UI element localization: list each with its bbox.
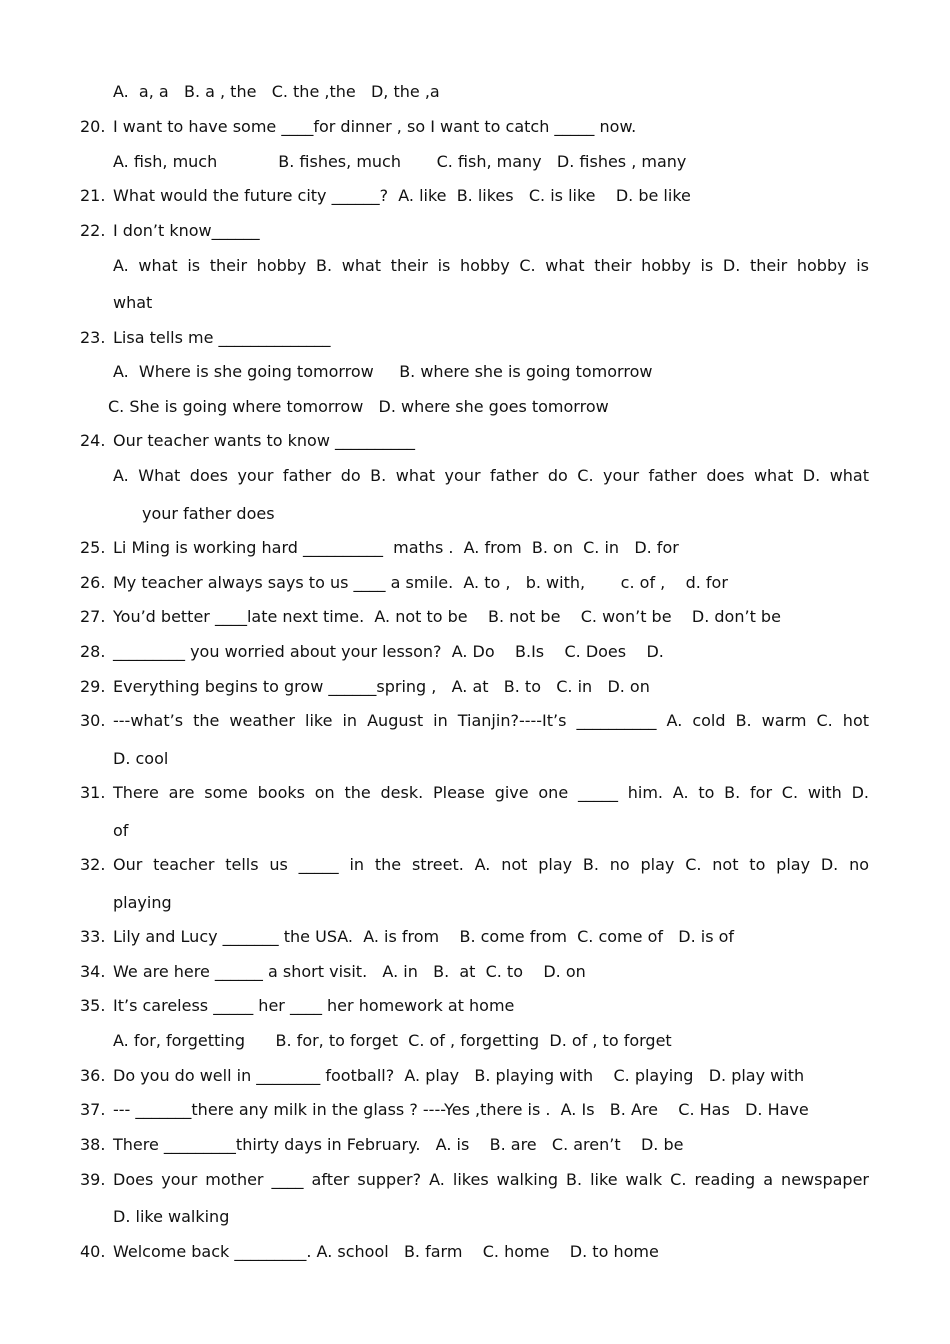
q37-text: --- _______there any milk in the glass ? ----Yes ,there is . A. Is B. Are C. Has D. Have bbox=[113, 1100, 809, 1119]
q28-number: 28. bbox=[80, 642, 106, 661]
q20-text: I want to have some ____for dinner , so I want to catch _____ now. bbox=[113, 117, 637, 136]
q32-text: Our teacher tells us _____ in the street. A. not play B. no play C. not to play D. no bbox=[113, 855, 869, 874]
q25-text: Li Ming is working hard __________ maths . A. from B. on C. in D. for bbox=[113, 538, 679, 557]
q24-options: A. What does your father do B. what your father do C. your father does what D. what bbox=[113, 466, 869, 485]
q36-text: Do you do well in ________ football? A. play B. playing with C. playing D. play with bbox=[113, 1066, 805, 1085]
q24-text: Our teacher wants to know __________ bbox=[113, 431, 416, 450]
q23-options: A. Where is she going tomorrow B. where she is going tomorrow bbox=[113, 362, 653, 381]
q37-number: 37. bbox=[80, 1100, 106, 1119]
q22-options-cont: what bbox=[113, 293, 153, 312]
q27-number: 27. bbox=[80, 607, 106, 626]
q26-number: 26. bbox=[80, 573, 106, 592]
q40-number: 40. bbox=[80, 1242, 106, 1261]
q23-options-cont: C. She is going where tomorrow D. where she goes tomorrow bbox=[108, 397, 609, 416]
q33-text: Lily and Lucy _______ the USA. A. is from B. come from C. come of D. is of bbox=[113, 927, 735, 946]
q30-text-cont: D. cool bbox=[113, 749, 169, 768]
q32-number: 32. bbox=[80, 855, 106, 874]
q26-text: My teacher always says to us ____ a smile. A. to , b. with, c. of , d. for bbox=[113, 573, 728, 592]
q29-text: Everything begins to grow ______spring , A. at B. to C. in D. on bbox=[113, 677, 650, 696]
q23-text: Lisa tells me ______________ bbox=[113, 328, 331, 347]
q38-number: 38. bbox=[80, 1135, 106, 1154]
q31-number: 31. bbox=[80, 783, 106, 802]
q34-text: We are here ______ a short visit. A. in B. at C. to D. on bbox=[113, 962, 586, 981]
q21-text: What would the future city ______? A. like B. likes C. is like D. be like bbox=[113, 186, 691, 205]
q19-options: A. a, a B. a , the C. the ,the D, the ,a bbox=[113, 82, 440, 101]
q20-options: A. fish, much B. fishes, much C. fish, many D. fishes , many bbox=[113, 152, 687, 171]
q29-number: 29. bbox=[80, 677, 106, 696]
q25-number: 25. bbox=[80, 538, 106, 557]
q24-options-cont: your father does bbox=[142, 504, 275, 523]
q31-text: There are some books on the desk. Please give one _____ him. A. to B. for C. with D. bbox=[113, 783, 869, 802]
q20-number: 20. bbox=[80, 117, 106, 136]
q30-text: ---what’s the weather like in August in Tianjin?----It’s __________ A. cold B. warm C. hot bbox=[113, 711, 869, 730]
q31-text-cont: of bbox=[113, 821, 129, 840]
q39-text-cont: D. like walking bbox=[113, 1207, 230, 1226]
q27-text: You’d better ____late next time. A. not to be B. not be C. won’t be D. don’t be bbox=[113, 607, 781, 626]
q23-number: 23. bbox=[80, 328, 106, 347]
q39-number: 39. bbox=[80, 1170, 106, 1189]
q39-text: Does your mother ____ after supper? A. likes walking B. like walk C. reading a newspaper bbox=[113, 1170, 869, 1189]
q38-text: There _________thirty days in February. A. is B. are C. aren’t D. be bbox=[113, 1135, 684, 1154]
q28-text: _________ you worried about your lesson? A. Do B.Is C. Does D. bbox=[113, 642, 664, 661]
q34-number: 34. bbox=[80, 962, 106, 981]
q36-number: 36. bbox=[80, 1066, 106, 1085]
q32-text-cont: playing bbox=[113, 893, 172, 912]
q40-text: Welcome back _________. A. school B. farm C. home D. to home bbox=[113, 1242, 659, 1261]
q30-number: 30. bbox=[80, 711, 106, 730]
q35-options: A. for, forgetting B. for, to forget C. of , forgetting D. of , to forget bbox=[113, 1031, 672, 1050]
q33-number: 33. bbox=[80, 927, 106, 946]
q35-number: 35. bbox=[80, 996, 106, 1015]
q21-number: 21. bbox=[80, 186, 106, 205]
q22-options: A. what is their hobby B. what their is hobby C. what their hobby is D. their hobby is bbox=[113, 256, 869, 275]
q24-number: 24. bbox=[80, 431, 106, 450]
q22-number: 22. bbox=[80, 221, 106, 240]
q35-text: It’s careless _____ her ____ her homework at home bbox=[113, 996, 515, 1015]
q22-text: I don’t know______ bbox=[113, 221, 260, 240]
